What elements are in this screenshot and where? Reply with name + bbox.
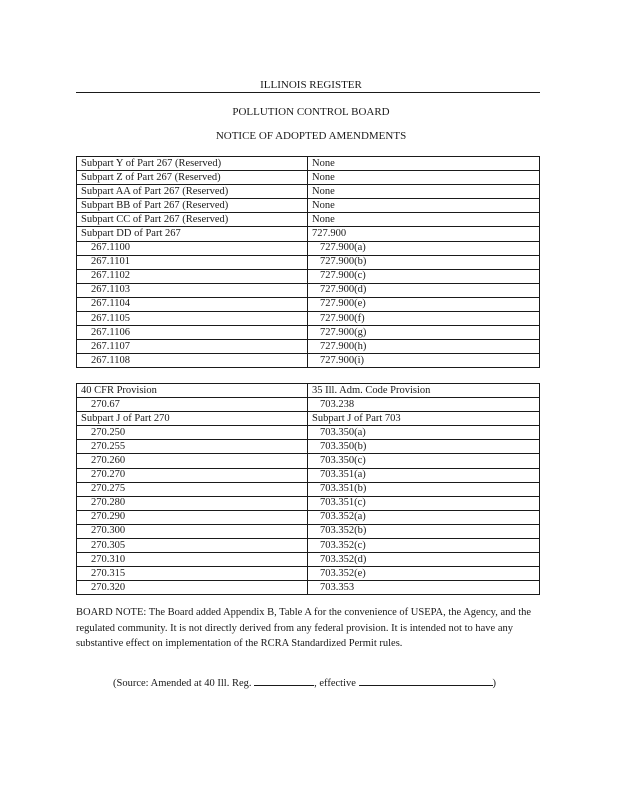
illinois-provision-cell: 727.900(e)	[308, 297, 540, 311]
reg-page-blank	[254, 676, 314, 686]
table-row	[77, 326, 540, 340]
federal-provision-cell: 270.270	[77, 468, 308, 482]
federal-provision-cell: 270.315	[77, 567, 308, 581]
illinois-provision-cell: None	[308, 185, 540, 199]
table-row	[77, 524, 540, 538]
illinois-provision-cell: 703.351(b)	[308, 482, 540, 496]
federal-provision-cell: 270.320	[77, 581, 308, 595]
federal-provision-cell: 270.305	[77, 539, 308, 553]
federal-provision-cell: 267.1101	[77, 255, 308, 269]
illinois-provision-cell: 703.353	[308, 581, 540, 595]
board-note: BOARD NOTE: The Board added Appendix B, Table A for the convenience of USEPA, the Agency, and the regulated community. It is not directly derived from any federal provision. It is intended not to have any substantive effect on implementation of the RCRA Standardized Permit rules.	[76, 607, 532, 649]
federal-provision-cell: 270.255	[77, 440, 308, 454]
federal-provision-cell: Subpart CC of Part 267 (Reserved)	[77, 213, 308, 227]
table-row	[77, 426, 540, 440]
illinois-provision-cell: 727.900(c)	[308, 269, 540, 283]
table-row	[77, 510, 540, 524]
illinois-provision-cell: None	[308, 157, 540, 171]
illinois-provision-cell: None	[308, 171, 540, 185]
table-row	[77, 440, 540, 454]
table-row	[77, 269, 540, 283]
federal-provision-cell: 267.1105	[77, 312, 308, 326]
effective-date-blank	[359, 676, 493, 686]
federal-provision-cell: 270.250	[77, 426, 308, 440]
table-row	[77, 227, 540, 241]
illinois-provision-cell: 703.352(c)	[308, 539, 540, 553]
illinois-provision-cell: 727.900(d)	[308, 283, 540, 297]
federal-provision-cell: 270.260	[77, 454, 308, 468]
illinois-provision-cell: 727.900(g)	[308, 326, 540, 340]
column-header-40cfr: 40 CFR Provision	[77, 384, 308, 398]
federal-provision-cell: Subpart Z of Part 267 (Reserved)	[77, 171, 308, 185]
source-note	[113, 676, 496, 689]
table-row	[77, 283, 540, 297]
illinois-provision-cell: 727.900(a)	[308, 241, 540, 255]
table-row	[77, 312, 540, 326]
federal-provision-cell: 267.1107	[77, 340, 308, 354]
illinois-provision-cell: 703.352(b)	[308, 524, 540, 538]
federal-provision-cell: 270.300	[77, 524, 308, 538]
federal-provision-cell: Subpart Y of Part 267 (Reserved)	[77, 157, 308, 171]
table-header-row	[77, 384, 540, 398]
illinois-provision-cell: 727.900(f)	[308, 312, 540, 326]
federal-provision-cell: 267.1103	[77, 283, 308, 297]
column-header-35iac: 35 Ill. Adm. Code Provision	[308, 384, 540, 398]
table-row	[77, 581, 540, 595]
table-row	[77, 482, 540, 496]
source-middle: , effective	[314, 678, 356, 689]
federal-provision-cell: 267.1100	[77, 241, 308, 255]
federal-provision-cell: 267.1108	[77, 354, 308, 368]
table-row	[77, 412, 540, 426]
table-row	[77, 468, 540, 482]
table-row	[77, 185, 540, 199]
illinois-provision-cell: 703.352(e)	[308, 567, 540, 581]
federal-provision-cell: Subpart J of Part 270	[77, 412, 308, 426]
illinois-provision-cell: Subpart J of Part 703	[308, 412, 540, 426]
federal-provision-cell: 270.275	[77, 482, 308, 496]
federal-provision-cell: 270.310	[77, 553, 308, 567]
table-row	[77, 567, 540, 581]
federal-provision-cell: Subpart AA of Part 267 (Reserved)	[77, 185, 308, 199]
illinois-provision-cell: 703.238	[308, 398, 540, 412]
federal-provision-cell: 270.280	[77, 496, 308, 510]
register-title: ILLINOIS REGISTER	[260, 79, 362, 91]
illinois-provision-cell: 727.900(i)	[308, 354, 540, 368]
illinois-provision-cell: 703.352(a)	[308, 510, 540, 524]
federal-provision-cell: Subpart BB of Part 267 (Reserved)	[77, 199, 308, 213]
table-row	[77, 255, 540, 269]
illinois-provision-cell: 703.352(d)	[308, 553, 540, 567]
illinois-provision-cell: 703.351(c)	[308, 496, 540, 510]
table-row	[77, 340, 540, 354]
board-title: POLLUTION CONTROL BOARD	[232, 106, 390, 118]
illinois-provision-cell: None	[308, 199, 540, 213]
table-row	[77, 241, 540, 255]
illinois-provision-cell: 703.350(c)	[308, 454, 540, 468]
table-row	[77, 539, 540, 553]
table-row	[77, 398, 540, 412]
table-row	[77, 454, 540, 468]
illinois-provision-cell: 703.351(a)	[308, 468, 540, 482]
table-row	[77, 171, 540, 185]
part-267-crosswalk-table	[76, 156, 540, 368]
illinois-provision-cell: None	[308, 213, 540, 227]
illinois-provision-cell: 703.350(a)	[308, 426, 540, 440]
table-row	[77, 496, 540, 510]
illinois-provision-cell: 727.900	[308, 227, 540, 241]
source-suffix: )	[492, 678, 497, 689]
table-row	[77, 354, 540, 368]
table-row	[77, 199, 540, 213]
table-row	[77, 297, 540, 311]
federal-provision-cell: 270.67	[77, 398, 308, 412]
table-row	[77, 213, 540, 227]
federal-provision-cell: 270.290	[77, 510, 308, 524]
federal-provision-cell: 267.1106	[77, 326, 308, 340]
illinois-provision-cell: 703.350(b)	[308, 440, 540, 454]
illinois-provision-cell: 727.900(h)	[308, 340, 540, 354]
part-270-crosswalk-table	[76, 383, 540, 595]
federal-provision-cell: 267.1102	[77, 269, 308, 283]
federal-provision-cell: 267.1104	[77, 297, 308, 311]
illinois-provision-cell: 727.900(b)	[308, 255, 540, 269]
table-row	[77, 157, 540, 171]
notice-title: NOTICE OF ADOPTED AMENDMENTS	[215, 130, 407, 142]
source-prefix: (Source: Amended at 40 Ill. Reg.	[113, 678, 252, 689]
federal-provision-cell: Subpart DD of Part 267	[77, 227, 308, 241]
table-row	[77, 553, 540, 567]
header-rule	[76, 92, 540, 93]
